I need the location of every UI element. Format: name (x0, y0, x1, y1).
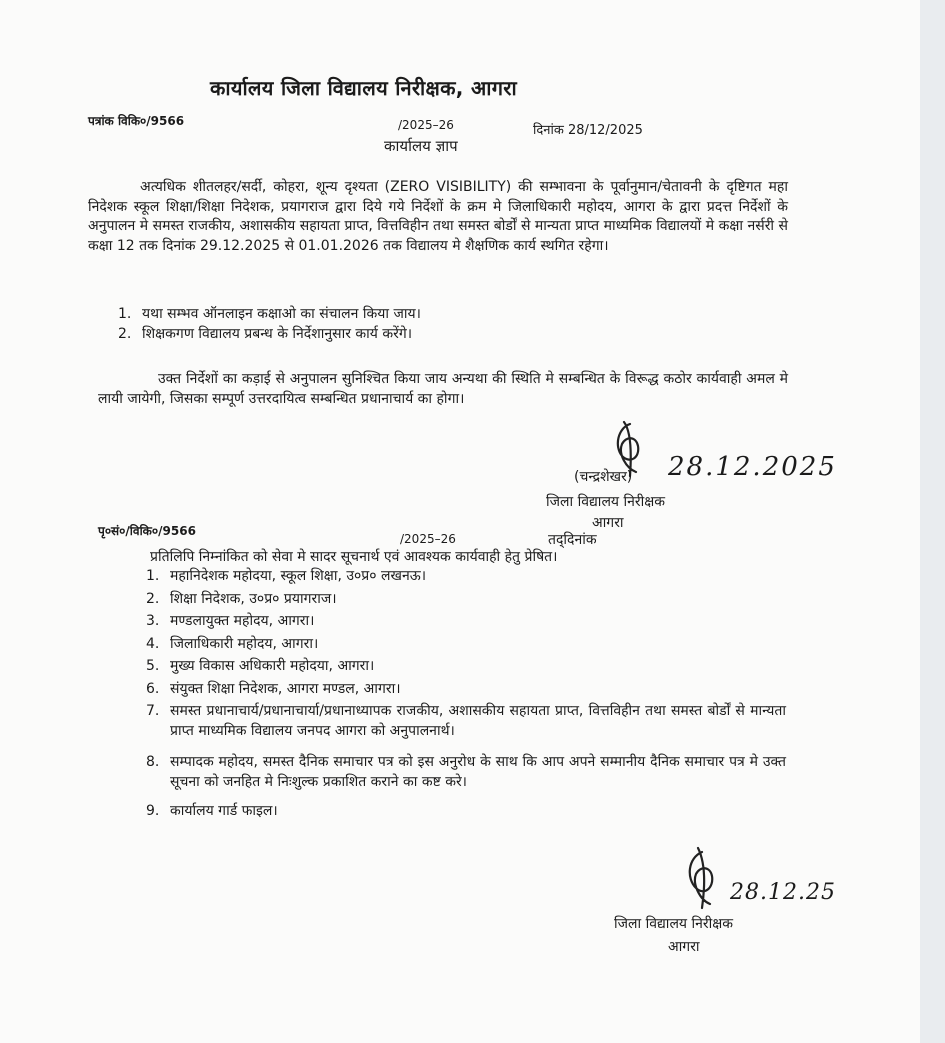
handwritten-date-2: 28.12.25 (730, 880, 836, 905)
item-text: मुख्य विकास अधिकारी महोदया, आगरा। (170, 658, 375, 674)
reference-year: /2025–26 (398, 118, 454, 132)
item-number: 3. (146, 613, 160, 629)
copy-recipient-list (146, 567, 786, 822)
signatory-place-2: आगरा (668, 939, 700, 955)
list-item (146, 753, 786, 792)
handwritten-signature-2 (672, 846, 734, 912)
signatory-designation-2: जिला विद्यालय निरीक्षक (614, 916, 734, 932)
item-text: यथा सम्भव ऑनलाइन कक्षाओ का संचालन किया जाय। (142, 306, 421, 322)
item-text: शिक्षा निदेशक, उ०प्र० प्रयागराज। (170, 590, 337, 607)
list-item (146, 680, 786, 700)
closing-paragraph: उक्त निर्देशों का कड़ाई से अनुपालन सुनिश्चित किया जाय अन्यथा की स्थिति मे सम्बन्धित के विरूद्ध कठोर कार्यवाही अमल मे लायी जायेगी, जिसका सम्पूर्ण उत्तरदायित्व सम्बन्धित प्रधानाचार्य का होगा। (98, 371, 788, 407)
copy-intro: प्रतिलिपि निम्नांकित को सेवा मे सादर सूचनार्थ एवं आवश्यक कार्यवाही हेतु प्रेषित। (150, 549, 558, 565)
instruction-list (118, 305, 778, 344)
item-text: संयुक्त शिक्षा निदेशक, आगरा मण्डल, आगरा। (170, 680, 401, 697)
item-number: 6. (146, 680, 160, 697)
list-item (146, 567, 786, 587)
list-item (146, 612, 786, 632)
item-text: महानिदेशक महोदया, स्कूल शिक्षा, उ०प्र० लखनऊ। (170, 568, 427, 584)
item-number: 4. (146, 635, 160, 652)
item-text: जिलाधिकारी महोदय, आगरा। (170, 635, 319, 652)
item-text: मण्डलायुक्त महोदय, आगरा। (170, 613, 315, 629)
reference-number: पत्रांक विकि०/9566 (88, 114, 185, 128)
copy-reference-number: पृ०सं०/विकि०/9566 (98, 524, 196, 538)
item-number: 2. (146, 590, 160, 607)
copy-date: तद्‌दिनांक (548, 532, 597, 548)
list-item (146, 635, 786, 655)
list-item (146, 702, 786, 741)
signatory-place: आगरा (592, 515, 624, 531)
page-edge-background (920, 0, 945, 1043)
list-item (146, 657, 786, 677)
copy-reference-year: /2025–26 (400, 532, 456, 546)
item-number: 9. (146, 803, 160, 819)
list-item (146, 590, 786, 610)
list-item (146, 802, 786, 822)
item-text: सम्पादक महोदय, समस्त दैनिक समाचार पत्र को इस अनुरोध के साथ कि आप अपने सम्मानीय दैनिक समाचार पत्र मे उक्त सूचना को जनहित मे निःशुल्क प्रकाशित कराने का कष्ट करे। (170, 754, 786, 790)
item-text: शिक्षकगण विद्यालय प्रबन्ध के निर्देशानुसार कार्य करेंगे। (142, 325, 413, 342)
item-number: 5. (146, 658, 160, 674)
item-number: 1. (146, 568, 160, 584)
signatory-name: (चन्द्रशेखर) (574, 469, 633, 485)
document-type-heading: कार्यालय ज्ञाप (384, 137, 458, 155)
item-number: 8. (146, 754, 160, 770)
item-text: कार्यालय गार्ड फाइल। (170, 803, 278, 819)
item-number: 1. (118, 306, 132, 322)
order-date: दिनांक 28/12/2025 (533, 123, 643, 138)
main-paragraph: अत्यधिक शीतलहर/सर्दी, कोहरा, शून्य दृश्यता (ZERO VISIBILITY) की सम्भावना के पूर्वानुमान/चेतावनी के दृष्टिगत महा निदेशक स्कूल शिक्षा/शिक्षा निदेशक, प्रयागराज द्वारा दिये गये निर्देशों के क्रम मे जिलाधिकारी महोदय, आगरा के द्वारा प्रदत्त निर्देशों के अनुपालन मे समस्त राजकीय, अशासकीय सहायता प्राप्त, वित्तविहीन तथा समस्त बोर्डों से मान्यता प्राप्त माध्यमिक विद्यालयों मे कक्षा नर्सरी से कक्षा 12 तक दिनांक 29.12.2025 से 01.01.2026 तक विद्यालय मे शैक्षणिक कार्य स्थगित रहेगा। (88, 179, 788, 254)
office-title: कार्यालय जिला विद्यालय निरीक्षक, आगरा (210, 76, 517, 100)
signatory-designation: जिला विद्यालय निरीक्षक (546, 494, 666, 510)
item-number: 7. (146, 703, 160, 719)
list-item (118, 305, 778, 325)
list-item (118, 325, 778, 345)
item-number: 2. (118, 325, 132, 342)
item-text: समस्त प्रधानाचार्य/प्रधानाचार्या/प्रधानाध्यापक राजकीय, अशासकीय सहायता प्राप्त, वित्तविहीन तथा समस्त बोर्डों से मान्यता प्राप्त माध्यमिक विद्यालय जनपद आगरा को अनुपालनार्थ। (170, 703, 786, 739)
handwritten-date-1: 28.12.2025 (668, 452, 837, 482)
